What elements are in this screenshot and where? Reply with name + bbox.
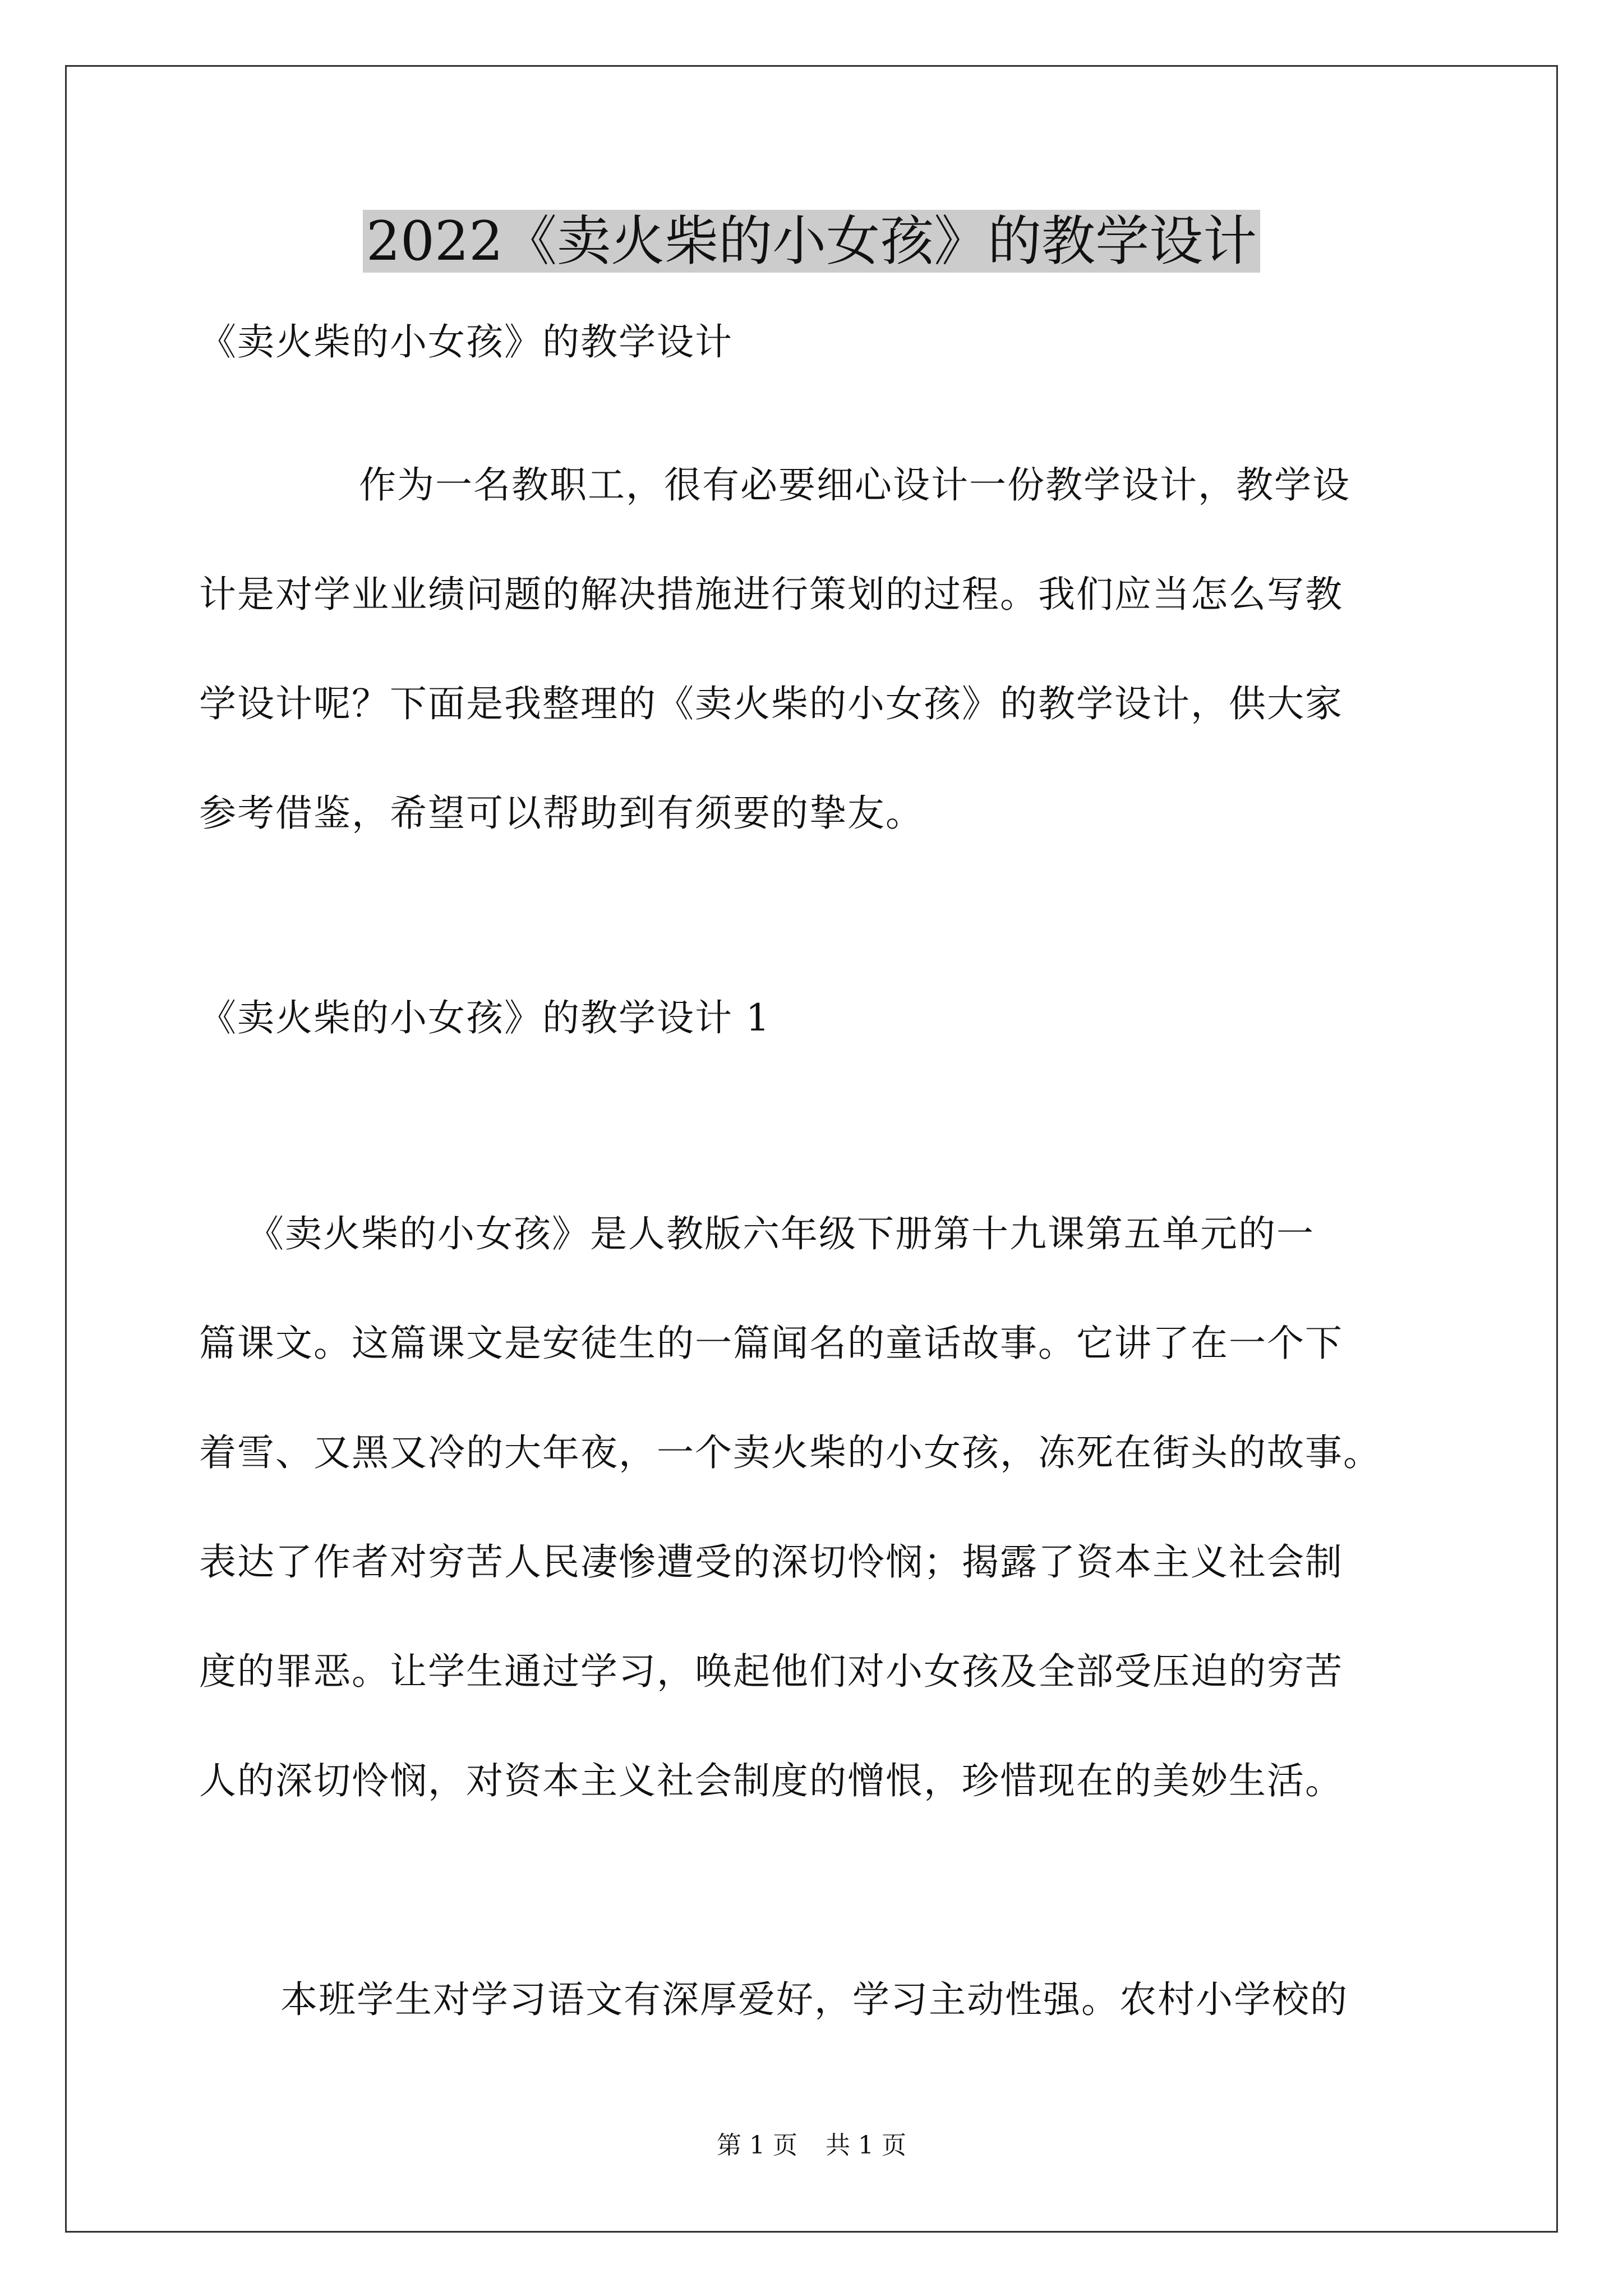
- paragraph-line: 度的罪恶。让学生通过学习，唤起他们对小女孩及全部受压迫的穷苦: [199, 1650, 1343, 1693]
- paragraph-line: 《卖火柴的小女孩》是人教版六年级下册第十九课第五单元的一: [247, 1212, 1315, 1255]
- document-title: [0, 205, 1623, 278]
- paragraph-line: 表达了作者对穷苦人民凄惨遭受的深切怜悯；揭露了资本主义社会制: [199, 1540, 1343, 1584]
- section-heading: 《卖火柴的小女孩》的教学设计 1: [199, 996, 771, 1039]
- paragraph-line: 人的深切怜悯，对资本主义社会制度的憎恨，珍惜现在的美妙生活。: [199, 1759, 1343, 1802]
- document-title-text: 2022《卖火柴的小女孩》的教学设计: [363, 210, 1260, 273]
- intro-line: 参考借鉴，希望可以帮助到有须要的挚友。: [199, 792, 924, 835]
- page-number: 第 1 页: [717, 2131, 797, 2160]
- document-subtitle: 《卖火柴的小女孩》的教学设计: [199, 320, 733, 364]
- paragraph-line: 着雪、又黑又冷的大年夜，一个卖火柴的小女孩，冻死在街头的故事。: [199, 1431, 1381, 1474]
- paragraph-line: 本班学生对学习语文有深厚爱好，学习主动性强。农村小学校的: [280, 1978, 1348, 2021]
- intro-line: 作为一名教职工，很有必要细心设计一份教学设计，教学设: [359, 463, 1350, 507]
- page-footer: [0, 2129, 1623, 2162]
- intro-line: 学设计呢？下面是我整理的《卖火柴的小女孩》的教学设计，供大家: [199, 682, 1343, 725]
- page-total: 共 1 页: [826, 2131, 906, 2160]
- paragraph-line: 篇课文。这篇课文是安徒生的一篇闻名的童话故事。它讲了在一个下: [199, 1322, 1343, 1365]
- intro-line: 计是对学业业绩问题的解决措施进行策划的过程。我们应当怎么写教: [199, 573, 1343, 616]
- page-border: [65, 65, 1558, 2233]
